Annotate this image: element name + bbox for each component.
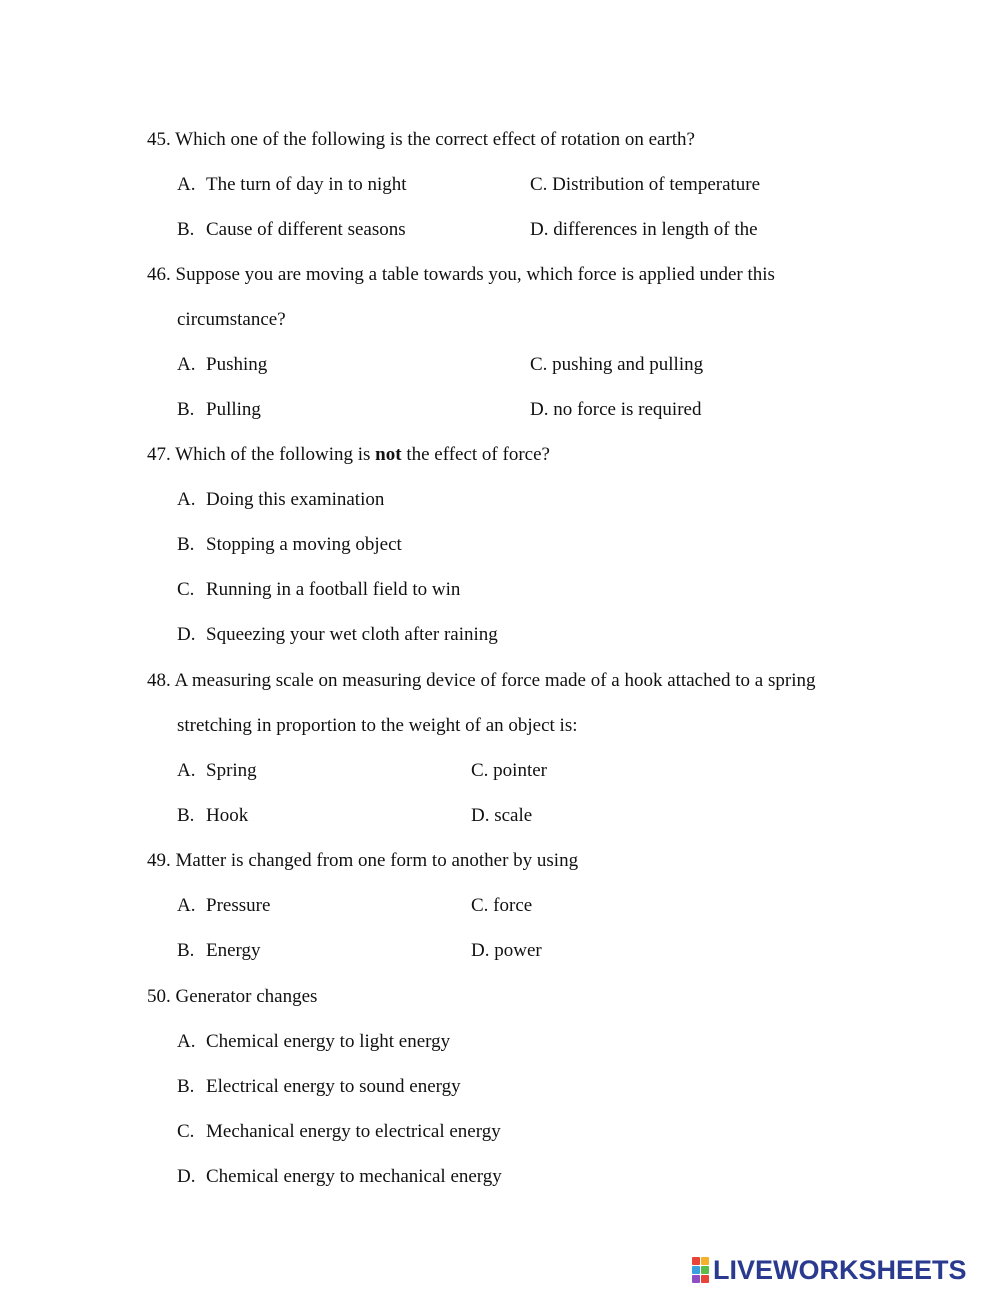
question-47-option-d: D. Squeezing your wet cloth after raining xyxy=(177,624,498,645)
liveworksheets-logo xyxy=(692,1254,967,1286)
question-47-stem: 47. Which of the following is not the effect of force? xyxy=(147,444,550,465)
liveworksheets-logo-icon xyxy=(692,1257,709,1283)
question-46-option-a: A. Pushing xyxy=(177,354,268,375)
question-46-option-b: B. Pulling xyxy=(177,399,261,420)
question-45-option-c: C. Distribution of temperature xyxy=(530,174,761,195)
question-45-stem: 45. Which one of the following is the correct effect of rotation on earth? xyxy=(147,129,695,150)
question-50-stem: 50. Generator changes xyxy=(147,986,318,1007)
liveworksheets-logo-text: LIVEWORKSHEETS xyxy=(713,1254,967,1285)
question-49-option-a: A. Pressure xyxy=(177,895,271,916)
question-47-option-a: A. Doing this examination xyxy=(177,489,385,510)
question-49-option-d: D. power xyxy=(471,940,542,961)
question-46-stem-continued: circumstance? xyxy=(177,309,286,330)
question-46-stem: 46. Suppose you are moving a table towards you, which force is applied under this xyxy=(147,264,775,285)
question-50-option-b: B. Electrical energy to sound energy xyxy=(177,1076,461,1097)
question-47-option-b: B. Stopping a moving object xyxy=(177,534,402,555)
question-45-option-a: A. The turn of day in to night xyxy=(177,174,407,195)
question-48-option-c: C. pointer xyxy=(471,760,547,781)
question-45-option-d: D. differences in length of the xyxy=(530,219,758,240)
question-49-option-c: C. force xyxy=(471,895,533,916)
question-46-option-c: C. pushing and pulling xyxy=(530,354,704,375)
question-49-stem: 49. Matter is changed from one form to another by using xyxy=(147,850,579,871)
question-48-option-a: A. Spring xyxy=(177,760,257,781)
question-45-option-b: B. Cause of different seasons xyxy=(177,219,406,240)
emphasis-not: not xyxy=(375,444,402,465)
question-46-option-d: D. no force is required xyxy=(530,399,702,420)
question-50-option-d: D. Chemical energy to mechanical energy xyxy=(177,1166,502,1187)
question-48-stem-continued: stretching in proportion to the weight of an object is: xyxy=(177,715,578,736)
question-48-option-b: B. Hook xyxy=(177,805,249,826)
question-49-option-b: B. Energy xyxy=(177,940,261,961)
question-47-option-c: C. Running in a football field to win xyxy=(177,579,461,600)
question-48-option-d: D. scale xyxy=(471,805,533,826)
question-48-stem: 48. A measuring scale on measuring device of force made of a hook attached to a spring xyxy=(147,670,816,691)
question-50-option-a: A. Chemical energy to light energy xyxy=(177,1031,451,1052)
question-50-option-c: C. Mechanical energy to electrical energy xyxy=(177,1121,501,1142)
